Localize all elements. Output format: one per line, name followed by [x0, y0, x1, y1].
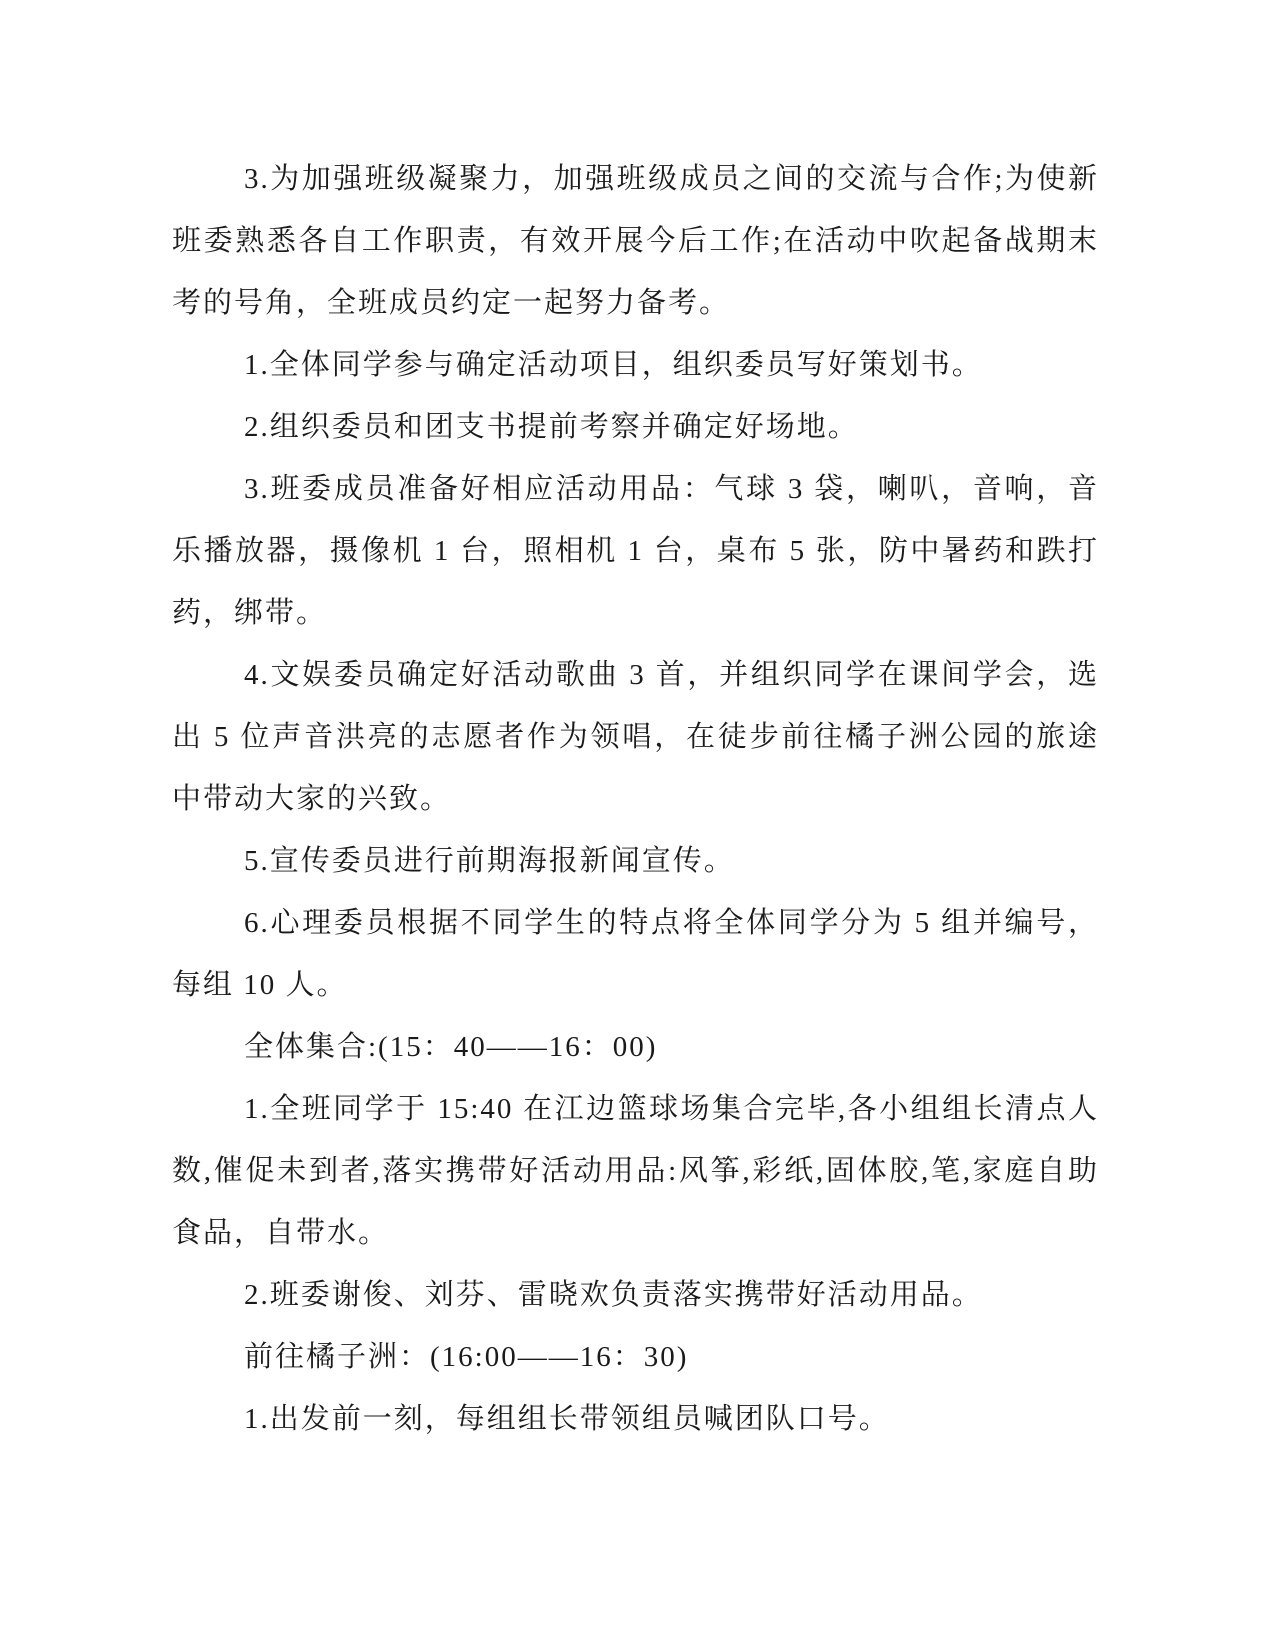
paragraph-4: 3.班委成员准备好相应活动用品：气球 3 袋，喇叭，音响，音乐播放器，摄像机 1 台，照相机 1 台，桌布 5 张，防中暑药和跌打药，绑带。 [172, 473, 1099, 629]
paragraph-2: 1.全体同学参与确定活动项目，组织委员写好策划书。 [244, 349, 983, 381]
paragraph-11: 前往橘子洲：(16:00——16：30) [244, 1341, 689, 1373]
paragraph-3: 2.组织委员和团支书提前考察并确定好场地。 [244, 411, 859, 443]
paragraph-7: 6.心理委员根据不同学生的特点将全体同学分为 5 组并编号，每组 10 人。 [172, 907, 1099, 1001]
paragraph-5: 4.文娱委员确定好活动歌曲 3 首，并组织同学在课间学会，选出 5 位声音洪亮的志愿者作为领唱，在徒步前往橘子洲公园的旅途中带动大家的兴致。 [172, 659, 1099, 815]
paragraph-12: 1.出发前一刻，每组组长带领组员喊团队口号。 [244, 1403, 890, 1435]
paragraph-9: 1.全班同学于 15:40 在江边篮球场集合完毕,各小组组长清点人数,催促未到者,落实携带好活动用品:风筝,彩纸,固体胶,笔,家庭自助食品，自带水。 [172, 1093, 1099, 1249]
paragraph-8: 全体集合:(15：40——16：00) [244, 1031, 658, 1063]
paragraph-1: 3.为加强班级凝聚力，加强班级成员之间的交流与合作;为使新班委熟悉各自工作职责，有效开展今后工作;在活动中吹起备战期末考的号角，全班成员约定一起努力备考。 [172, 163, 1099, 319]
paragraph-6: 5.宣传委员进行前期海报新闻宣传。 [244, 845, 735, 877]
paragraph-10: 2.班委谢俊、刘芬、雷晓欢负责落实携带好活动用品。 [244, 1279, 983, 1311]
document-body [172, 148, 1099, 1450]
